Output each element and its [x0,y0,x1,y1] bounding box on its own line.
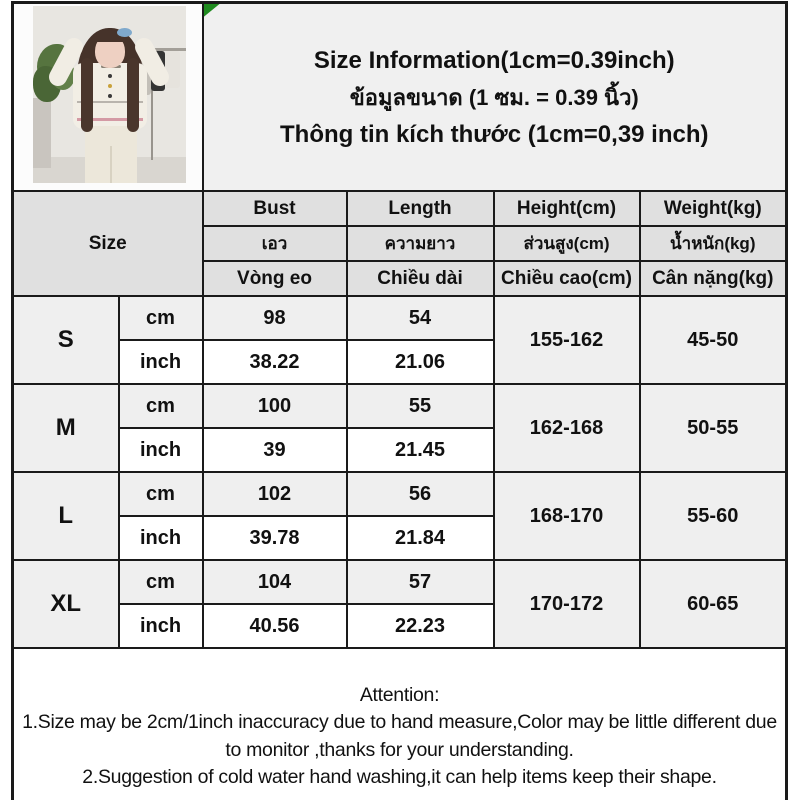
unit-cm: cm [119,472,203,516]
unit-inch: inch [119,604,203,648]
header-bust-th: เอว [203,226,347,261]
cell-xl-length-cm: 57 [347,560,494,604]
size-chart-table [11,1,788,800]
unit-cm: cm [119,560,203,604]
header-bust-en: Bust [203,191,347,226]
cell-xl-height: 170-172 [494,560,640,648]
cell-s-length-cm: 54 [347,296,494,340]
top-row [13,3,787,192]
cell-xl-length-inch: 22.23 [347,604,494,648]
cell-l-length-inch: 21.84 [347,516,494,560]
attention-cell [13,648,787,800]
cell-l-length-cm: 56 [347,472,494,516]
product-photo [33,6,186,183]
product-photo-cell [13,3,203,192]
unit-cm: cm [119,384,203,428]
cell-m-bust-inch: 39 [203,428,347,472]
header-length-en: Length [347,191,494,226]
corner-marker-icon [204,4,220,17]
size-label-l: L [13,472,119,560]
header-weight-vi: Cân nặng(kg) [640,261,787,296]
photo-sweater-button [108,94,112,98]
title-thai: ข้อมูลขนาด (1 ซม. = 0.39 นิ้ว) [349,84,639,110]
cell-m-length-cm: 55 [347,384,494,428]
header-row-en [13,191,787,226]
header-weight-en: Weight(kg) [640,191,787,226]
photo-hair-clip [117,28,132,37]
row-xl-cm [13,560,787,604]
size-label-xl: XL [13,560,119,648]
cell-m-height: 162-168 [494,384,640,472]
header-length-th: ความยาว [347,226,494,261]
photo-sweater-button [108,74,112,78]
cell-m-bust-cm: 100 [203,384,347,428]
photo-wall-panel [33,98,51,168]
cell-s-height: 155-162 [494,296,640,384]
cell-m-weight: 50-55 [640,384,787,472]
title-vietnamese: Thông tin kích thước (1cm=0,39 inch) [280,120,709,148]
unit-inch: inch [119,428,203,472]
cell-s-bust-inch: 38.22 [203,340,347,384]
attention-heading: Attention: [359,683,440,706]
cell-xl-bust-inch: 40.56 [203,604,347,648]
row-s-cm [13,296,787,340]
row-m-cm [13,384,787,428]
unit-inch: inch [119,340,203,384]
title-english: Size Information(1cm=0.39inch) [313,46,675,74]
cell-l-height: 168-170 [494,472,640,560]
photo-model-hair [81,58,93,132]
cell-m-length-inch: 21.45 [347,428,494,472]
header-bust-vi: Vòng eo [203,261,347,296]
attention-note-2: 2.Suggestion of cold water hand washing,it can help items keep their shape. [82,766,717,788]
photo-sweater-button [108,84,112,88]
header-height-vi: Chiều cao(cm) [494,261,640,296]
header-height-th: ส่วนสูง(cm) [494,226,640,261]
size-corner-label: Size [13,191,203,296]
header-weight-th: น้ำหนัก(kg) [640,226,787,261]
cell-xl-bust-cm: 104 [203,560,347,604]
cell-s-length-inch: 21.06 [347,340,494,384]
title-cell [203,3,787,192]
header-length-vi: Chiều dài [347,261,494,296]
size-label-m: M [13,384,119,472]
attention-row [13,648,787,800]
unit-inch: inch [119,516,203,560]
photo-pants-seam [110,146,112,183]
cell-xl-weight: 60-65 [640,560,787,648]
unit-cm: cm [119,296,203,340]
photo-model-hair [127,58,139,132]
cell-l-bust-inch: 39.78 [203,516,347,560]
header-height-en: Height(cm) [494,191,640,226]
cell-s-weight: 45-50 [640,296,787,384]
cell-l-bust-cm: 102 [203,472,347,516]
cell-s-bust-cm: 98 [203,296,347,340]
attention-note-1: 1.Size may be 2cm/1inch inaccuracy due to hand measure,Color may be little different due to monitor ,thanks for your understanding. [22,711,777,761]
cell-l-weight: 55-60 [640,472,787,560]
size-label-s: S [13,296,119,384]
row-l-cm [13,472,787,516]
